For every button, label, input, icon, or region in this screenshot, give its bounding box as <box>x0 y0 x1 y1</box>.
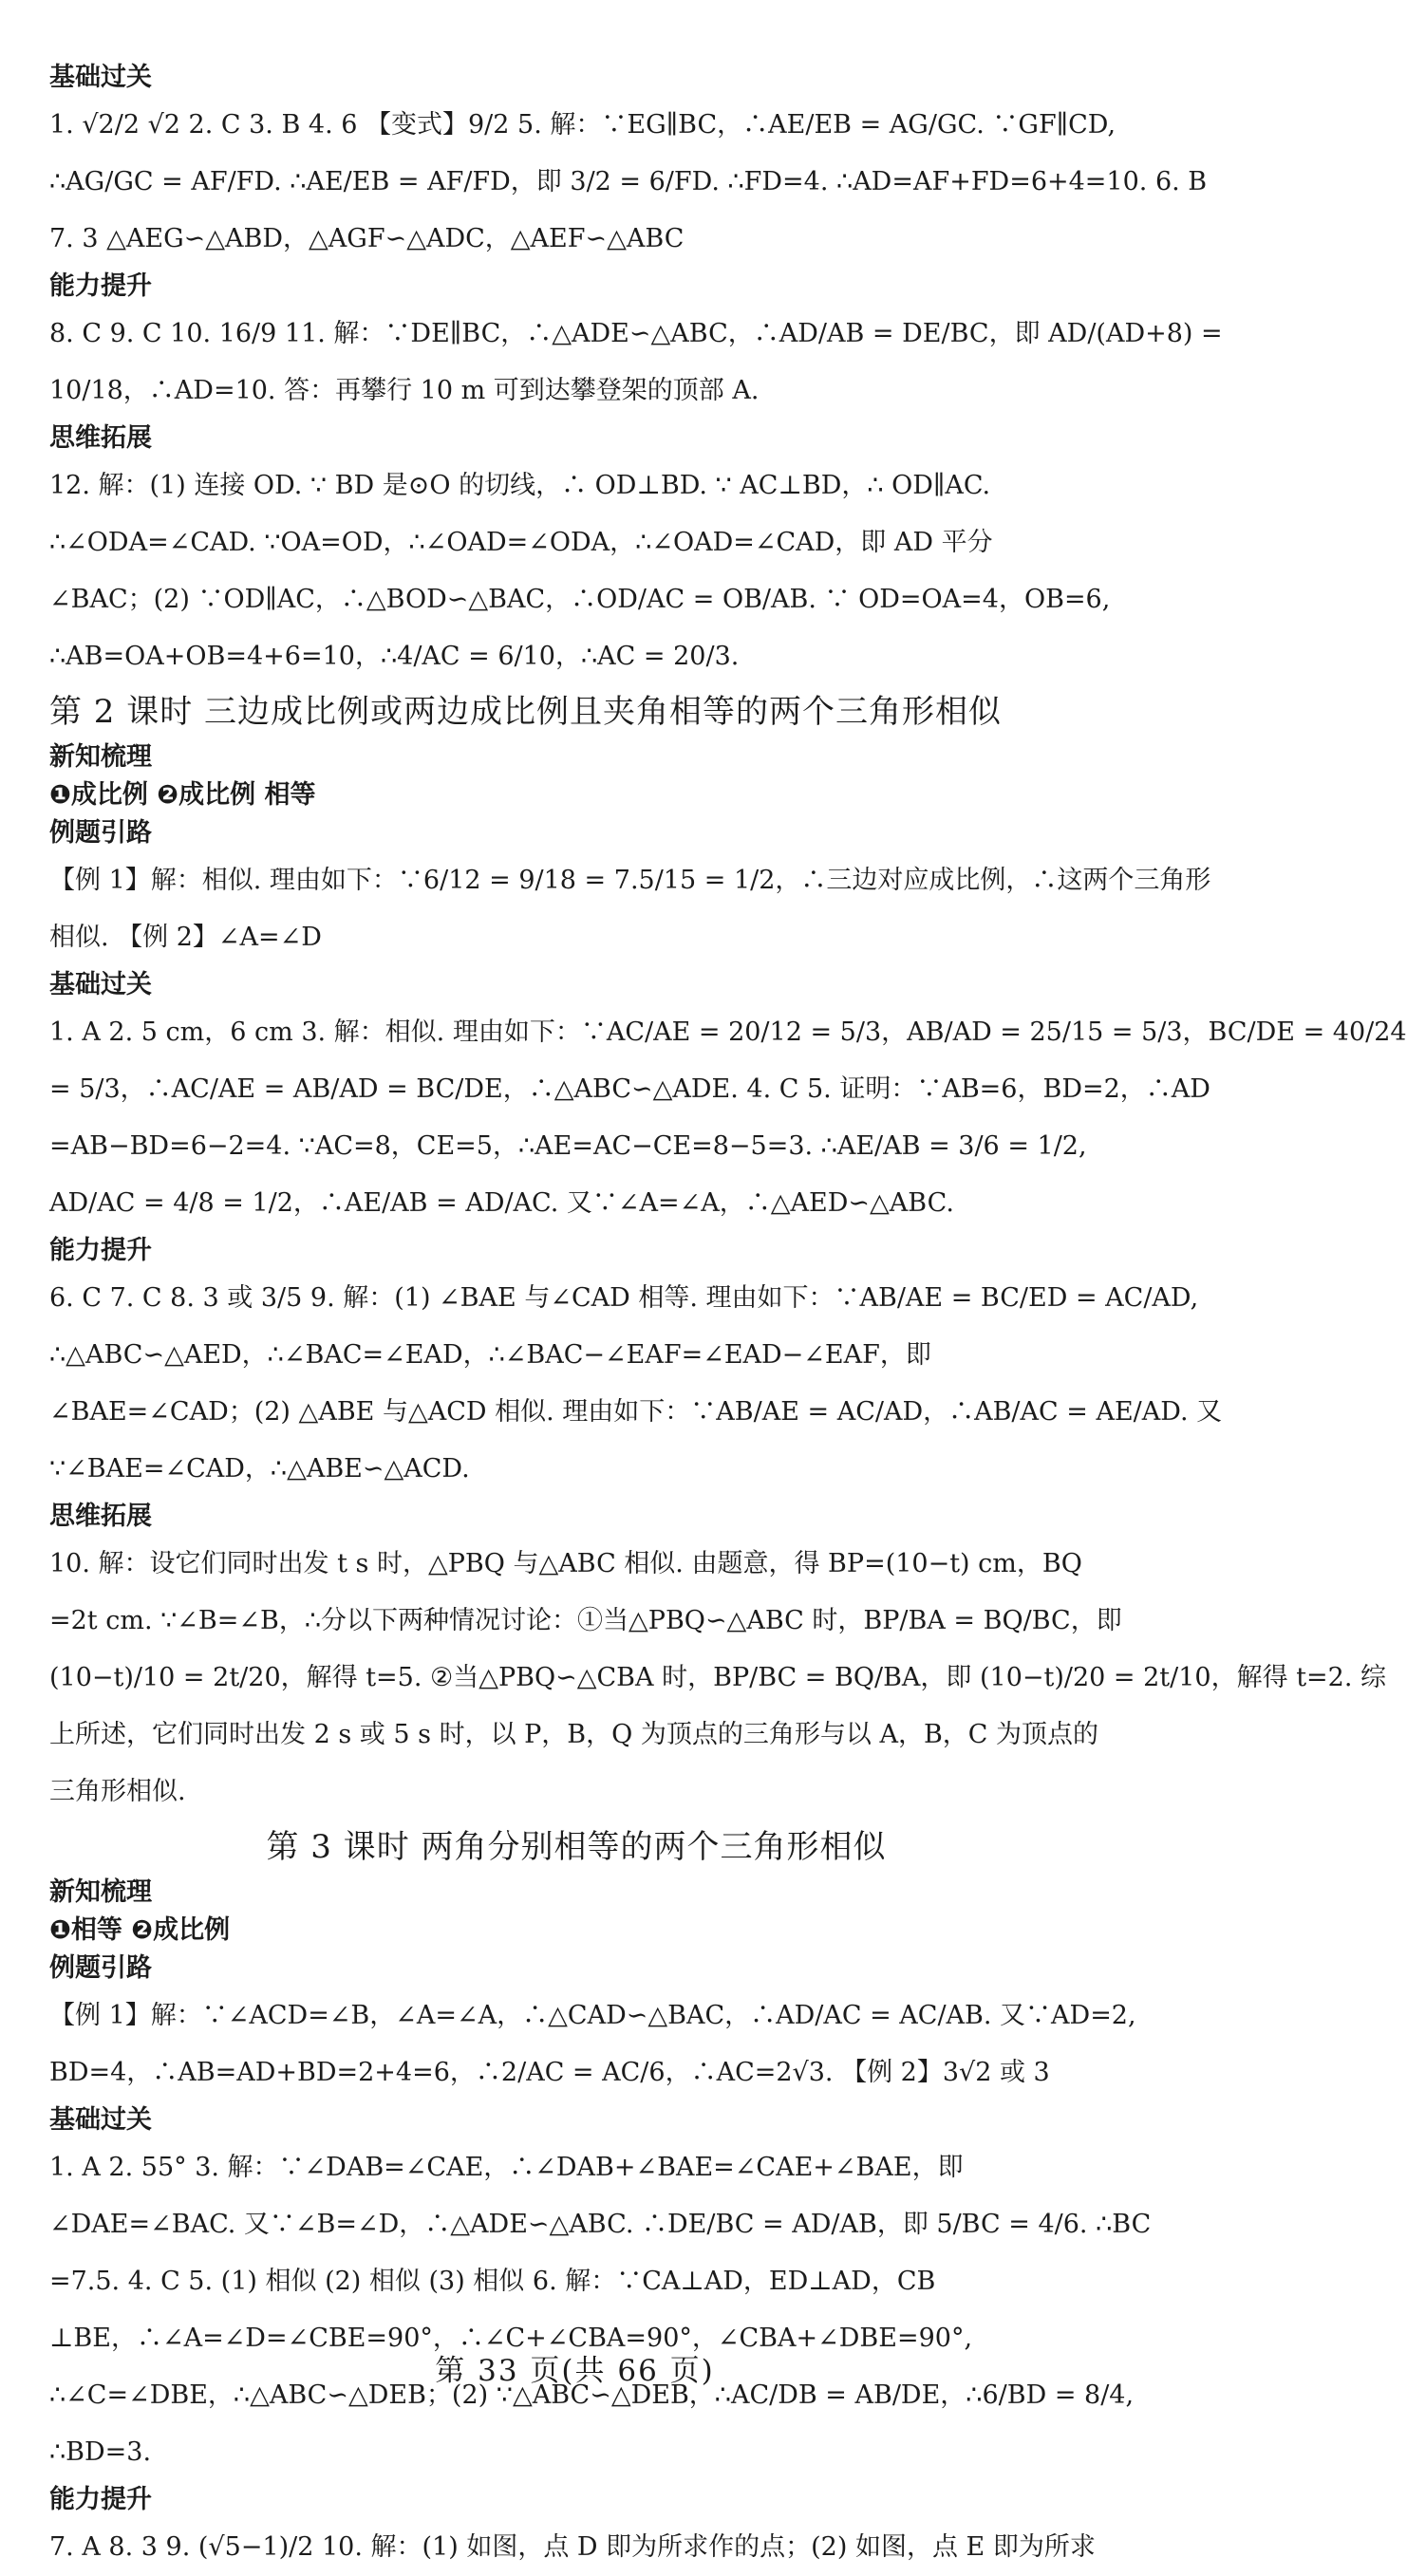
answer-line: ∴∠ODA=∠CAD. ∵OA=OD，∴∠OAD=∠ODA，∴∠OAD=∠CAD，即 AD 平分 <box>49 528 993 557</box>
section-heading: 基础过关 <box>49 970 152 999</box>
answer-line: ∠BAE=∠CAD；(2) △ABE 与△ACD 相似. 理由如下：∵AB/AE = AC/AD，∴AB/AC = AE/AD. 又 <box>49 1397 1223 1427</box>
answer-line: ∴AG/GC = AF/FD. ∴AE/EB = AF/FD，即 3/2 = 6/FD. ∴FD=4. ∴AD=AF+FD=6+4=10. 6. B <box>49 167 1208 196</box>
section-heading: 例题引路 <box>49 818 152 848</box>
answer-line: 上所述，它们同时出发 2 s 或 5 s 时，以 P，B，Q 为顶点的三角形与以 A，B，C 为顶点的 <box>49 1720 1099 1749</box>
answer-line: ∵∠BAE=∠CAD，∴△ABE∽△ACD. <box>49 1454 470 1484</box>
answer-content <box>49 59 1407 2576</box>
section-heading: 基础过关 <box>49 63 152 92</box>
answer-line: ⊥BE，∴∠A=∠D=∠CBE=90°，∴∠C+∠CBA=90°，∠CBA+∠DBE=90°, <box>49 2324 973 2353</box>
answer-line: 10/18，∴AD=10. 答：再攀行 10 m 可到达攀登架的顶部 A. <box>49 376 760 405</box>
section-heading: 思维拓展 <box>49 423 152 453</box>
answer-line: 三角形相似. <box>49 1777 186 1806</box>
answer-line: ∴BD=3. <box>49 2437 152 2467</box>
answer-line: 6. C 7. C 8. 3 或 3/5 9. 解：(1) ∠BAE 与∠CAD 相等. 理由如下：∵AB/AE = BC/ED = AC/AD, <box>49 1283 1199 1313</box>
section-heading: 新知梳理 <box>49 742 152 772</box>
section-heading: 能力提升 <box>49 2485 152 2514</box>
page-footer: 第 33 页(共 66 页) <box>435 2354 715 2388</box>
answer-line: 8. C 9. C 10. 16/9 11. 解：∵DE∥BC，∴△ADE∽△ABC，∴AD/AB = DE/BC，即 AD/(AD+8) = <box>49 319 1223 348</box>
lesson-title: 第 2 课时 三边成比例或两边成比例且夹角相等的两个三角形相似 <box>49 693 1003 731</box>
section-heading: 例题引路 <box>49 1953 152 1983</box>
answer-line: =2t cm. ∵∠B=∠B，∴分以下两种情况讨论：①当△PBQ∽△ABC 时，BP/BA = BQ/BC，即 <box>49 1606 1122 1635</box>
section-heading: ❶成比例 ❷成比例 相等 <box>49 780 316 810</box>
answer-line: ∴∠C=∠DBE，∴△ABC∽△DEB；(2) ∵△ABC∽△DEB，∴AC/DB = AB/DE，∴6/BD = 8/4, <box>49 2380 1135 2410</box>
answer-line: AD/AC = 4/8 = 1/2，∴AE/AB = AD/AC. 又∵∠A=∠A，∴△AED∽△ABC. <box>49 1188 954 1218</box>
section-heading: 能力提升 <box>49 271 152 301</box>
answer-line: ∠DAE=∠BAC. 又∵∠B=∠D，∴△ADE∽△ABC. ∴DE/BC = AD/AB，即 5/BC = 4/6. ∴BC <box>49 2210 1152 2239</box>
answer-line: (10−t)/10 = 2t/20，解得 t=5. ②当△PBQ∽△CBA 时，BP/BC = BQ/BA，即 (10−t)/20 = 2t/10，解得 t=2. 综 <box>49 1663 1387 1692</box>
answer-line: = 5/3，∴AC/AE = AB/AD = BC/DE，∴△ABC∽△ADE. 4. C 5. 证明：∵AB=6，BD=2，∴AD <box>49 1074 1210 1104</box>
section-heading: 基础过关 <box>49 2105 152 2135</box>
answer-line: BD=4，∴AB=AD+BD=2+4=6，∴2/AC = AC/6，∴AC=2√3. 【例 2】3√2 或 3 <box>49 2058 1050 2087</box>
answer-line: 1. √2/2 √2 2. C 3. B 4. 6 【变式】9/2 5. 解：∵EG∥BC，∴AE/EB = AG/GC. ∵GF∥CD, <box>49 110 1116 140</box>
answer-line: 1. A 2. 55° 3. 解：∵∠DAB=∠CAE，∴∠DAB+∠BAE=∠CAE+∠BAE，即 <box>49 2153 964 2182</box>
answer-line: 相似. 【例 2】∠A=∠D <box>49 923 322 952</box>
answer-line: ∠BAC；(2) ∵OD∥AC，∴△BOD∽△BAC，∴OD/AC = OB/AB. ∵ OD=OA=4，OB=6, <box>49 585 1111 614</box>
answer-line: 7. 3 △AEG∽△ABD，△AGF∽△ADC，△AEF∽△ABC <box>49 224 685 253</box>
answer-line: ∴AB=OA+OB=4+6=10，∴4/AC = 6/10，∴AC = 20/3. <box>49 642 740 671</box>
answer-line: =7.5. 4. C 5. (1) 相似 (2) 相似 (3) 相似 6. 解：∵CA⊥AD，ED⊥AD，CB <box>49 2267 936 2296</box>
answer-line: 【例 1】解：∵∠ACD=∠B，∠A=∠A，∴△CAD∽△BAC，∴AD/AC = AC/AB. 又∵AD=2, <box>49 2001 1136 2030</box>
answer-line: =AB−BD=6−2=4. ∵AC=8，CE=5，∴AE=AC−CE=8−5=3. ∴AE/AB = 3/6 = 1/2, <box>49 1131 1087 1161</box>
answer-line: 7. A 8. 3 9. (√5−1)/2 10. 解：(1) 如图，点 D 即为所求作的点；(2) 如图，点 E 即为所求 <box>49 2532 1096 2562</box>
answer-line: 【例 1】解：相似. 理由如下：∵6/12 = 9/18 = 7.5/15 = 1/2，∴三边对应成比例，∴这两个三角形 <box>49 866 1211 895</box>
answer-line: ∴△ABC∽△AED，∴∠BAC=∠EAD，∴∠BAC−∠EAF=∠EAD−∠EAF，即 <box>49 1340 931 1370</box>
section-heading: 能力提升 <box>49 1236 152 1265</box>
answer-line: 1. A 2. 5 cm，6 cm 3. 解：相似. 理由如下：∵AC/AE = 20/12 = 5/3，AB/AD = 25/15 = 5/3，BC/DE = 40/24 <box>49 1017 1407 1047</box>
section-heading: 新知梳理 <box>49 1877 152 1907</box>
answer-line: 10. 解：设它们同时出发 t s 时，△PBQ 与△ABC 相似. 由题意，得 BP=(10−t) cm，BQ <box>49 1549 1082 1578</box>
answer-line: 12. 解：(1) 连接 OD. ∵ BD 是⊙O 的切线，∴ OD⊥BD. ∵ AC⊥BD，∴ OD∥AC. <box>49 471 991 500</box>
section-heading: ❶相等 ❷成比例 <box>49 1915 231 1945</box>
lesson-title: 第 3 课时 两角分别相等的两个三角形相似 <box>266 1828 887 1866</box>
section-heading: 思维拓展 <box>49 1502 152 1531</box>
